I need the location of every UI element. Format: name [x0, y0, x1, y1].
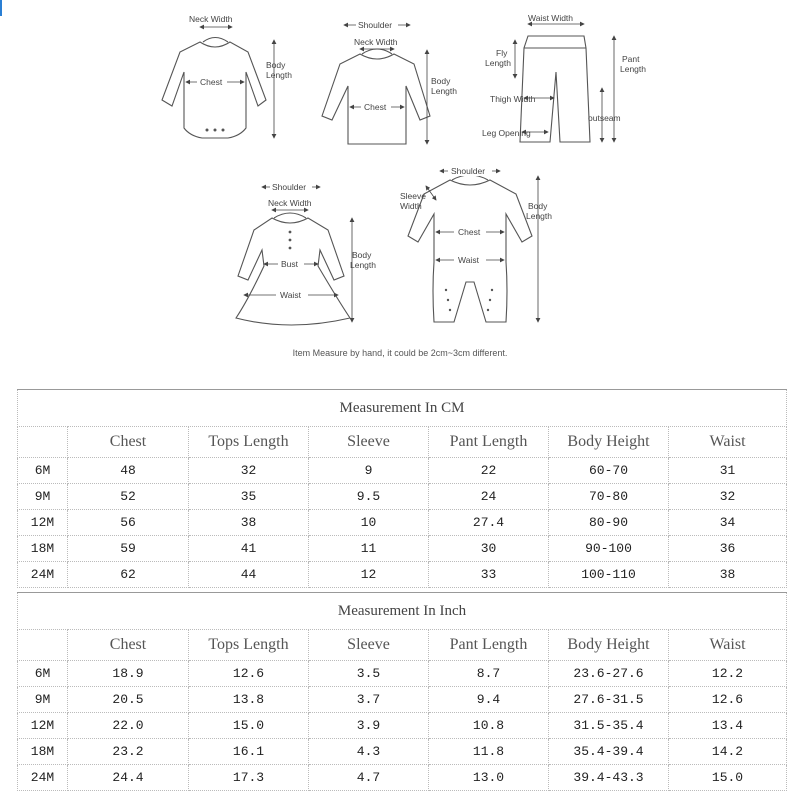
size-cell: 18M	[18, 536, 68, 562]
value-cell: 32	[189, 458, 309, 484]
value-cell: 23.6-27.6	[549, 661, 669, 687]
top-diagram	[322, 19, 457, 144]
value-cell: 15.0	[669, 765, 787, 791]
value-cell: 48	[68, 458, 189, 484]
header-cell: Tops Length	[189, 630, 309, 661]
value-cell: 35	[189, 484, 309, 510]
value-cell: 18.9	[68, 661, 189, 687]
header-row	[18, 630, 787, 661]
dress-waist-label: Waist	[280, 290, 301, 300]
value-cell: 62	[68, 562, 189, 588]
size-cell: 12M	[18, 713, 68, 739]
value-cell: 24	[429, 484, 549, 510]
measurement-table-inch	[17, 592, 787, 791]
table-row	[18, 661, 787, 687]
table-row	[18, 765, 787, 791]
header-cell: Tops Length	[189, 427, 309, 458]
value-cell: 36	[669, 536, 787, 562]
value-cell: 70-80	[549, 484, 669, 510]
value-cell: 12	[309, 562, 429, 588]
value-cell: 13.8	[189, 687, 309, 713]
pants-waist-width-label: Waist Width	[528, 13, 574, 23]
value-cell: 22	[429, 458, 549, 484]
header-cell: Chest	[68, 630, 189, 661]
value-cell: 9	[309, 458, 429, 484]
size-cell: 6M	[18, 661, 68, 687]
value-cell: 39.4-43.3	[549, 765, 669, 791]
value-cell: 9.4	[429, 687, 549, 713]
bodysuit-neck-width-label: Neck Width	[189, 14, 233, 24]
value-cell: 10	[309, 510, 429, 536]
pants-pant-label: Pant	[622, 54, 640, 64]
value-cell: 3.7	[309, 687, 429, 713]
value-cell: 12.6	[669, 687, 787, 713]
pants-fly-label: Fly	[496, 48, 508, 58]
header-cell: Pant Length	[429, 630, 549, 661]
value-cell: 31.5-35.4	[549, 713, 669, 739]
header-cell: Chest	[68, 427, 189, 458]
dress-bust-label: Bust	[281, 259, 299, 269]
value-cell: 8.7	[429, 661, 549, 687]
value-cell: 3.5	[309, 661, 429, 687]
value-cell: 4.3	[309, 739, 429, 765]
dress-length-label: Length	[350, 260, 376, 270]
value-cell: 11	[309, 536, 429, 562]
header-cell: Body Height	[549, 427, 669, 458]
header-cell: Waist	[669, 630, 787, 661]
table-row	[18, 713, 787, 739]
value-cell: 3.9	[309, 713, 429, 739]
value-cell: 24.4	[68, 765, 189, 791]
table-row	[18, 458, 787, 484]
top-chest-label: Chest	[364, 102, 387, 112]
romper-waist-label: Waist	[458, 255, 479, 265]
romper-width-label: Width	[400, 201, 422, 211]
table-row	[18, 536, 787, 562]
top-length-label: Length	[431, 86, 457, 96]
table-row	[18, 562, 787, 588]
value-cell: 38	[189, 510, 309, 536]
garment-measurement-diagrams	[0, 0, 800, 380]
value-cell: 31	[669, 458, 787, 484]
size-cell: 24M	[18, 765, 68, 791]
value-cell: 27.6-31.5	[549, 687, 669, 713]
value-cell: 41	[189, 536, 309, 562]
table-title-cm: Measurement In CM	[18, 390, 787, 427]
romper-sleeve-label: Sleeve	[400, 191, 426, 201]
table-row	[18, 739, 787, 765]
size-cell: 24M	[18, 562, 68, 588]
value-cell: 34	[669, 510, 787, 536]
dress-diagram	[236, 181, 376, 325]
value-cell: 38	[669, 562, 787, 588]
pants-outseam-label: outseam	[588, 113, 621, 123]
value-cell: 20.5	[68, 687, 189, 713]
value-cell: 44	[189, 562, 309, 588]
value-cell: 56	[68, 510, 189, 536]
bodysuit-body-label: Body	[266, 60, 286, 70]
value-cell: 9.5	[309, 484, 429, 510]
value-cell: 16.1	[189, 739, 309, 765]
top-body-label: Body	[431, 76, 451, 86]
value-cell: 13.4	[669, 713, 787, 739]
value-cell: 14.2	[669, 739, 787, 765]
table-row	[18, 510, 787, 536]
top-neck-width-label: Neck Width	[354, 37, 398, 47]
top-shoulder-label: Shoulder	[358, 20, 393, 30]
header-cell: Body Height	[549, 630, 669, 661]
value-cell: 10.8	[429, 713, 549, 739]
header-cell: Waist	[669, 427, 787, 458]
measure-note: Item Measure by hand, it could be 2cm~3cm different.	[292, 348, 508, 358]
table-row	[18, 687, 787, 713]
romper-chest-label: Chest	[458, 227, 481, 237]
value-cell: 52	[68, 484, 189, 510]
value-cell: 4.7	[309, 765, 429, 791]
header-row	[18, 427, 787, 458]
pants-length-label: Length	[485, 58, 511, 68]
bodysuit-diagram	[162, 14, 292, 138]
value-cell: 15.0	[189, 713, 309, 739]
header-cell	[18, 427, 68, 458]
dress-neck-width-label: Neck Width	[268, 198, 312, 208]
table-row	[18, 484, 787, 510]
value-cell: 30	[429, 536, 549, 562]
header-cell: Sleeve	[309, 427, 429, 458]
value-cell: 12.2	[669, 661, 787, 687]
size-cell: 18M	[18, 739, 68, 765]
value-cell: 13.0	[429, 765, 549, 791]
value-cell: 35.4-39.4	[549, 739, 669, 765]
value-cell: 100-110	[549, 562, 669, 588]
value-cell: 17.3	[189, 765, 309, 791]
header-cell	[18, 630, 68, 661]
pants-pant-length-label: Length	[620, 64, 646, 74]
measurement-table-cm	[17, 389, 787, 588]
header-cell: Sleeve	[309, 630, 429, 661]
pants-diagram	[482, 13, 646, 142]
size-cell: 6M	[18, 458, 68, 484]
value-cell: 60-70	[549, 458, 669, 484]
value-cell: 80-90	[549, 510, 669, 536]
value-cell: 32	[669, 484, 787, 510]
size-cell: 9M	[18, 687, 68, 713]
romper-shoulder-label: Shoulder	[451, 166, 486, 176]
dress-shoulder-label: Shoulder	[272, 182, 307, 192]
bodysuit-chest-label: Chest	[200, 77, 223, 87]
value-cell: 22.0	[68, 713, 189, 739]
pants-thigh-width-label: Thigh Width	[490, 94, 536, 104]
value-cell: 59	[68, 536, 189, 562]
romper-diagram	[400, 165, 552, 322]
size-cell: 9M	[18, 484, 68, 510]
dress-body-label: Body	[352, 250, 372, 260]
table-title-inch: Measurement In Inch	[18, 593, 787, 630]
romper-body-label: Body	[528, 201, 548, 211]
value-cell: 90-100	[549, 536, 669, 562]
size-cell: 12M	[18, 510, 68, 536]
header-cell: Pant Length	[429, 427, 549, 458]
bodysuit-length-label: Length	[266, 70, 292, 80]
value-cell: 33	[429, 562, 549, 588]
value-cell: 11.8	[429, 739, 549, 765]
pants-leg-opening-label: Leg Opening	[482, 128, 531, 138]
romper-length-label: Length	[526, 211, 552, 221]
value-cell: 12.6	[189, 661, 309, 687]
value-cell: 27.4	[429, 510, 549, 536]
value-cell: 23.2	[68, 739, 189, 765]
